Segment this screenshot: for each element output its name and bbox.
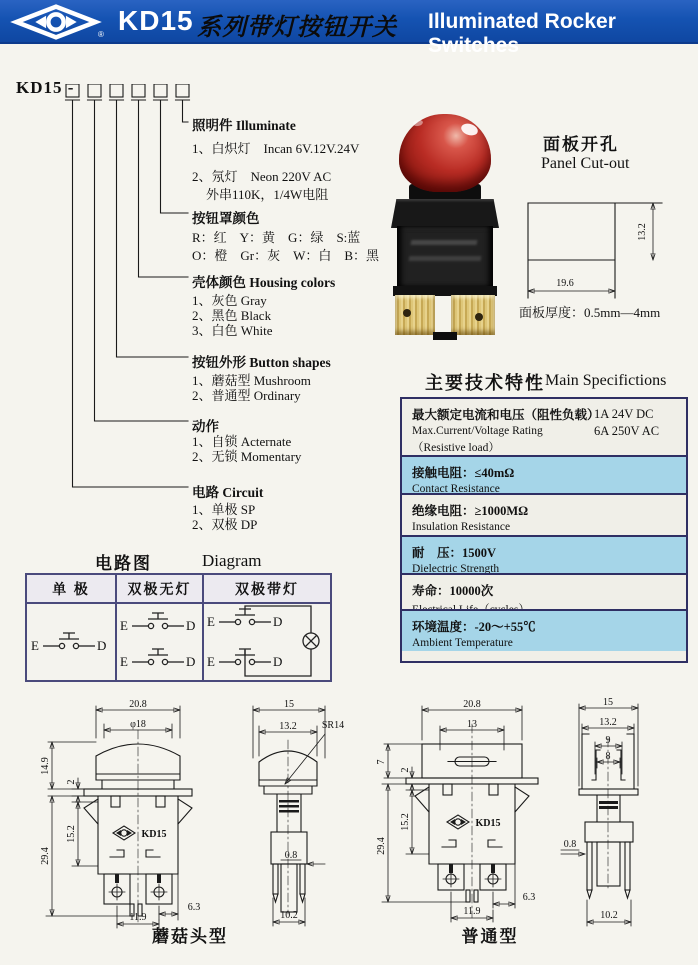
diagram-title-cn: 电路图 (95, 554, 152, 573)
svg-text:E: E (31, 638, 39, 653)
spec-name-cn: 最大额定电流和电压（阻性负载） (412, 408, 600, 422)
svg-text:10.2: 10.2 (600, 910, 618, 921)
photo-red-button (399, 114, 491, 192)
drawing-mushroom-side (233, 696, 353, 931)
photo-bezel (391, 199, 499, 228)
diagram-header-row (27, 575, 330, 604)
caption-mushroom-type: 蘑菇头型 (152, 927, 228, 946)
drawing-ordinary-side (558, 694, 693, 934)
svg-text:2: 2 (66, 779, 77, 785)
svg-text:15.2: 15.2 (400, 813, 411, 831)
svg-text:φ18: φ18 (130, 719, 146, 730)
option-line: 1、单极 SP (192, 502, 256, 517)
spec-row-temperature: 环境温度：-20～+55℃ Ambient Temperature (402, 609, 686, 651)
svg-text:13.2: 13.2 (599, 717, 617, 728)
product-photo (375, 112, 515, 340)
spec-row-insulation: 绝缘电阻：≥1000MΩ Insulation Resistance (402, 493, 686, 535)
svg-text:7: 7 (376, 759, 387, 765)
specs-title-cn: 主要技术特性 (425, 373, 545, 393)
diagram-body-row (27, 604, 330, 680)
circuit-diagram-table (25, 573, 332, 682)
registered-mark: ® (98, 30, 104, 39)
spec-name-en: Max.Current/Voltage Rating (412, 425, 543, 437)
svg-text:0.8: 0.8 (284, 850, 298, 861)
option-line: 2、无锁 Momentary (192, 449, 302, 464)
option-line: 2、黑色 Black (192, 308, 272, 323)
option-line: 外串110K，1/4W电阻 (206, 187, 329, 202)
option-line: 2、普通型 Ordinary (192, 388, 301, 403)
drawing-ordinary-front (372, 696, 557, 931)
series-model: KD15 (118, 5, 194, 36)
option-group-title: 照明件 Illuminate (192, 118, 296, 133)
spec-name-en2: （Resistive load） (412, 442, 500, 454)
diagram-col-dp: 双极无灯 (115, 575, 202, 602)
svg-text:20.8: 20.8 (129, 699, 147, 710)
panel-thickness-note: 面板厚度：0.5mm—4mm (519, 305, 661, 320)
option-line: O：橙 Gr：灰 W：白 B：黑 (192, 248, 380, 263)
svg-text:E: E (119, 654, 128, 669)
circuit-dp (115, 604, 202, 680)
circuit-sp (27, 604, 115, 680)
spec-row-rating (402, 399, 686, 455)
svg-text:10.2: 10.2 (280, 910, 298, 921)
svg-text:15: 15 (284, 699, 294, 710)
svg-text:13: 13 (467, 719, 477, 730)
option-line: 1、灰色 Gray (192, 293, 267, 308)
svg-text:6.3: 6.3 (187, 902, 201, 913)
option-line: 2、双极 DP (192, 517, 258, 532)
svg-text:D: D (185, 618, 195, 633)
svg-text:D: D (273, 614, 283, 629)
svg-text:D: D (273, 654, 283, 669)
svg-text:11.9: 11.9 (129, 912, 147, 923)
svg-text:E: E (207, 654, 215, 669)
drawing-model-label: KD15 (475, 818, 501, 829)
drawing-model-label: KD15 (141, 829, 167, 840)
option-line: R：红 Y：黄 G：绿 S:蓝 (192, 230, 361, 245)
svg-text:E: E (119, 618, 128, 633)
option-group-title: 电路 Circuit (192, 485, 264, 500)
svg-text:E: E (207, 614, 215, 629)
option-group-title: 壳体颜色 Housing colors (192, 275, 336, 290)
circuit-sp-symbol (29, 620, 113, 664)
spec-values (594, 406, 659, 440)
spec-value-dc: 1A 24V DC (594, 407, 654, 421)
option-group-title: 按钮罩颜色 (192, 211, 260, 226)
option-group-title: 动作 (192, 419, 219, 434)
svg-text:15.2: 15.2 (66, 825, 77, 843)
dim-cutout-width: 19.6 (556, 278, 574, 289)
circuit-dp-symbol (118, 604, 202, 680)
dim-cutout-height: 13.2 (637, 223, 648, 241)
diagram-col-sp: 单 极 (52, 582, 90, 598)
svg-text:29.4: 29.4 (40, 847, 51, 865)
drawing-mushroom-front (32, 696, 232, 931)
svg-text:SR14: SR14 (321, 720, 345, 731)
svg-text:8: 8 (605, 751, 611, 762)
brand-logo-icon (10, 4, 102, 40)
svg-text:13.2: 13.2 (279, 721, 297, 732)
svg-text:11.9: 11.9 (463, 906, 481, 917)
ordering-code-prefix: KD15 - (16, 78, 75, 97)
option-line: 3、白色 White (192, 323, 273, 338)
svg-text:2: 2 (400, 767, 411, 773)
spec-row-dielectric: 耐 压：1500V Dielectric Strength (402, 535, 686, 573)
spec-row-contact-resistance: 接触电阻：≤40mΩ Contact Resistance (402, 455, 686, 493)
caption-ordinary-type: 普通型 (461, 927, 519, 946)
title-english: Illuminated Rocker Switches (428, 10, 616, 57)
svg-text:9: 9 (605, 735, 611, 746)
svg-text:29.4: 29.4 (376, 837, 387, 855)
diagram-title-en: Diagram (202, 551, 262, 570)
title-chinese: 系列带灯按钮开关 (197, 14, 397, 41)
svg-text:D: D (97, 638, 107, 653)
diagram-col-dp-lamp: 双极带灯 (202, 575, 330, 602)
spec-row-life: 寿命：10000次 (402, 573, 686, 609)
photo-terminals (395, 295, 495, 335)
svg-text:15: 15 (603, 697, 613, 708)
svg-text:14.9: 14.9 (40, 757, 51, 775)
circuit-dp-lamp (202, 604, 330, 680)
spec-value-ac: 6A 250V AC (594, 424, 660, 438)
panel-cutout-title-en: Panel Cut-out (541, 155, 630, 172)
panel-cutout-title-cn: 面板开孔 (543, 135, 619, 154)
svg-text:6.3: 6.3 (522, 892, 536, 903)
svg-text:20.8: 20.8 (463, 699, 481, 710)
svg-text:0.8: 0.8 (563, 839, 577, 850)
header-bar (0, 0, 698, 57)
option-line: 1、自锁 Acternate (192, 434, 292, 449)
circuit-dp-lamp-symbol (205, 604, 329, 680)
specs-title-en: Main Specifictions (545, 372, 667, 389)
option-group-title: 按钮外形 Button shapes (192, 355, 331, 370)
option-line: 2、氖灯 Neon 220V AC (192, 169, 332, 184)
panel-cutout-drawing (505, 190, 695, 310)
option-line: 1、白炽灯 Incan 6V.12V.24V (192, 141, 360, 156)
photo-housing (397, 226, 493, 288)
svg-text:D: D (185, 654, 195, 669)
photo-center-pin (433, 332, 457, 340)
specs-table (400, 397, 688, 663)
option-line: 1、蘑菇型 Mushroom (192, 373, 311, 388)
